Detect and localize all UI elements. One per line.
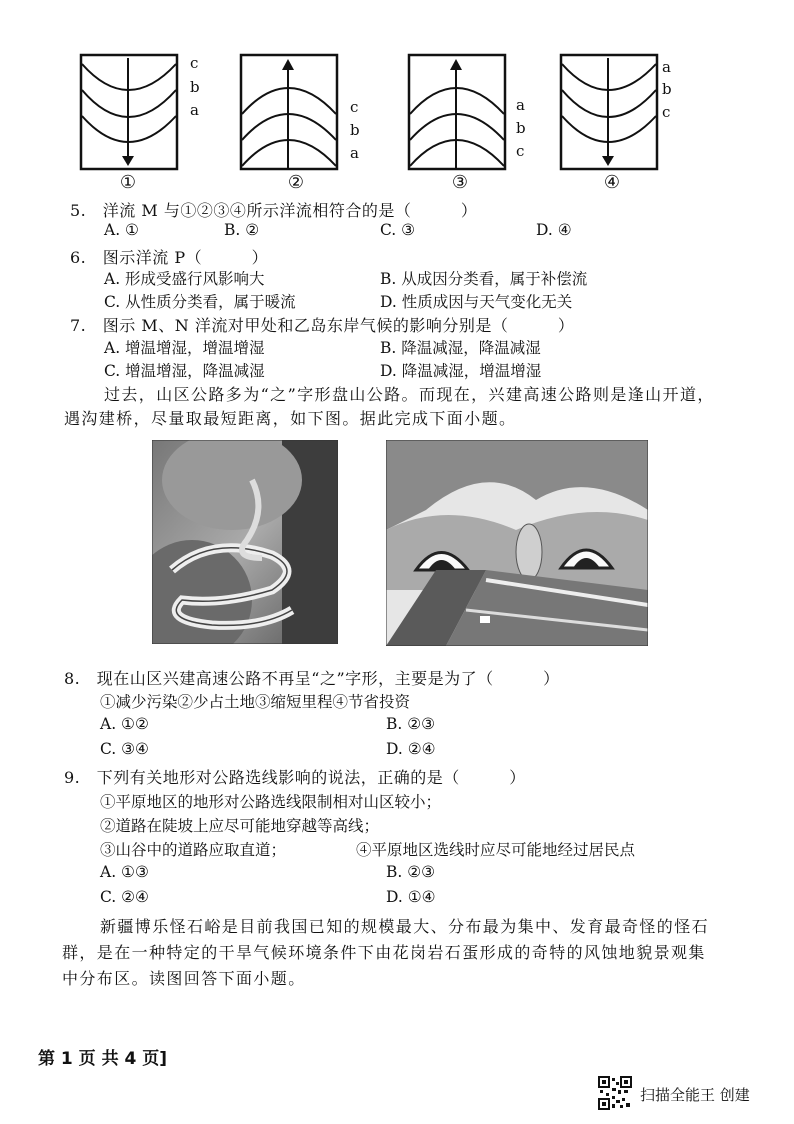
switchback-road-photo <box>152 440 338 644</box>
diagram-2-label: ② <box>287 172 305 193</box>
diagram-3-letter-top: a <box>516 96 525 114</box>
question-9-statement-2: ②道路在陡坡上应尽可能地穿越等高线； <box>100 817 380 835</box>
current-diagram-2 <box>238 52 348 178</box>
current-diagram-4 <box>558 52 671 178</box>
current-diagram-1 <box>78 52 188 178</box>
question-5-stem: 5. 洋流 M 与①②③④所示洋流相符合的是（ ） <box>70 201 478 220</box>
question-8-stem: 8. 现在山区兴建高速公路不再呈“之”字形，主要是为了（ ） <box>64 669 560 688</box>
diagram-3-label: ③ <box>451 172 469 193</box>
question-9-option-c: C. ②④ <box>100 888 149 906</box>
page-number: 第 1 页 共 4 页] <box>38 1049 168 1069</box>
qr-code-icon <box>598 1076 632 1110</box>
question-5-option-c: C. ③ <box>380 221 416 239</box>
question-5-option-b: B. ② <box>224 221 260 239</box>
question-9-option-a: A. ①③ <box>100 863 149 881</box>
scanner-watermark: 扫描全能王 创建 <box>640 1086 750 1104</box>
diagram-4-label: ④ <box>603 172 621 193</box>
question-9-option-d: D. ①④ <box>386 888 436 906</box>
question-7-stem: 7. 图示 M、N 洋流对甲处和乙岛东岸气候的影响分别是（ ） <box>70 316 575 335</box>
question-8-option-a: A. ①② <box>100 715 149 733</box>
question-6-stem: 6. 图示洋流 P（ ） <box>70 248 269 267</box>
question-6-option-b: B. 从成因分类看，属于补偿流 <box>380 270 588 288</box>
diagram-4-letter-top: a <box>662 58 671 76</box>
question-9-option-b: B. ②③ <box>386 863 436 881</box>
question-7-option-c: C. 增温增湿，降温减湿 <box>104 362 265 380</box>
highway-tunnel-photo <box>386 440 648 646</box>
diagram-2-letter-bottom: a <box>350 144 359 162</box>
diagram-2-letter-top: c <box>350 98 359 116</box>
question-8-option-d: D. ②④ <box>386 740 436 758</box>
diagram-3-letter-bottom: c <box>516 142 525 160</box>
diagram-2-letter-mid: b <box>350 121 360 139</box>
intro-paragraph-1-line-1: 过去，山区公路多为“之”字形盘山公路。而现在，兴建高速公路则是逢山开道， <box>104 385 715 404</box>
question-9-statement-3: ③山谷中的道路应取直道； <box>100 841 287 859</box>
diagram-3-letter-mid: b <box>516 119 526 137</box>
question-7-option-a: A. 增温增湿，增温增湿 <box>104 339 265 357</box>
intro-paragraph-2-line-3: 中分布区。读图回答下面小题。 <box>62 969 306 988</box>
question-9-stem: 9. 下列有关地形对公路选线影响的说法，正确的是（ ） <box>64 768 526 787</box>
diagram-4-letter-bottom: c <box>662 103 671 121</box>
question-9-statement-4: ④平原地区选线时应尽可能地经过居民点 <box>356 841 636 859</box>
diagram-1-letter-top: c <box>190 54 199 72</box>
current-diagram-3 <box>406 52 516 178</box>
question-7-option-d: D. 降温减湿，增温增湿 <box>380 362 542 380</box>
question-7-option-b: B. 降温减湿，降温减湿 <box>380 339 541 357</box>
intro-paragraph-2-line-1: 新疆博乐怪石峪是目前我国已知的规模最大、分布最为集中、发育最奇怪的怪石 <box>100 917 710 936</box>
diagram-1-label: ① <box>119 172 137 193</box>
diagram-1-letter-bottom: a <box>190 101 199 119</box>
question-8-option-b: B. ②③ <box>386 715 436 733</box>
question-9-statement-1: ①平原地区的地形对公路选线限制相对山区较小； <box>100 793 442 811</box>
intro-paragraph-2-line-2: 群，是在一种特定的干旱气候环境条件下由花岗岩石蛋形成的奇特的风蚀地貌景观集 <box>62 943 706 962</box>
question-6-option-a: A. 形成受盛行风影响大 <box>104 270 265 288</box>
question-6-option-d: D. 性质成因与天气变化无关 <box>380 293 573 311</box>
question-8-option-c: C. ③④ <box>100 740 149 758</box>
intro-paragraph-1-line-2: 遇沟建桥，尽量取最短距离，如下图。据此完成下面小题。 <box>64 409 517 428</box>
question-5-option-d: D. ④ <box>536 221 572 239</box>
question-5-option-a: A. ① <box>104 221 139 239</box>
question-8-statements: ①减少污染②少占土地③缩短里程④节省投资 <box>100 693 411 711</box>
diagram-4-letter-mid: b <box>662 80 672 98</box>
diagram-1-letter-mid: b <box>190 78 200 96</box>
question-6-option-c: C. 从性质分类看，属于暖流 <box>104 293 296 311</box>
